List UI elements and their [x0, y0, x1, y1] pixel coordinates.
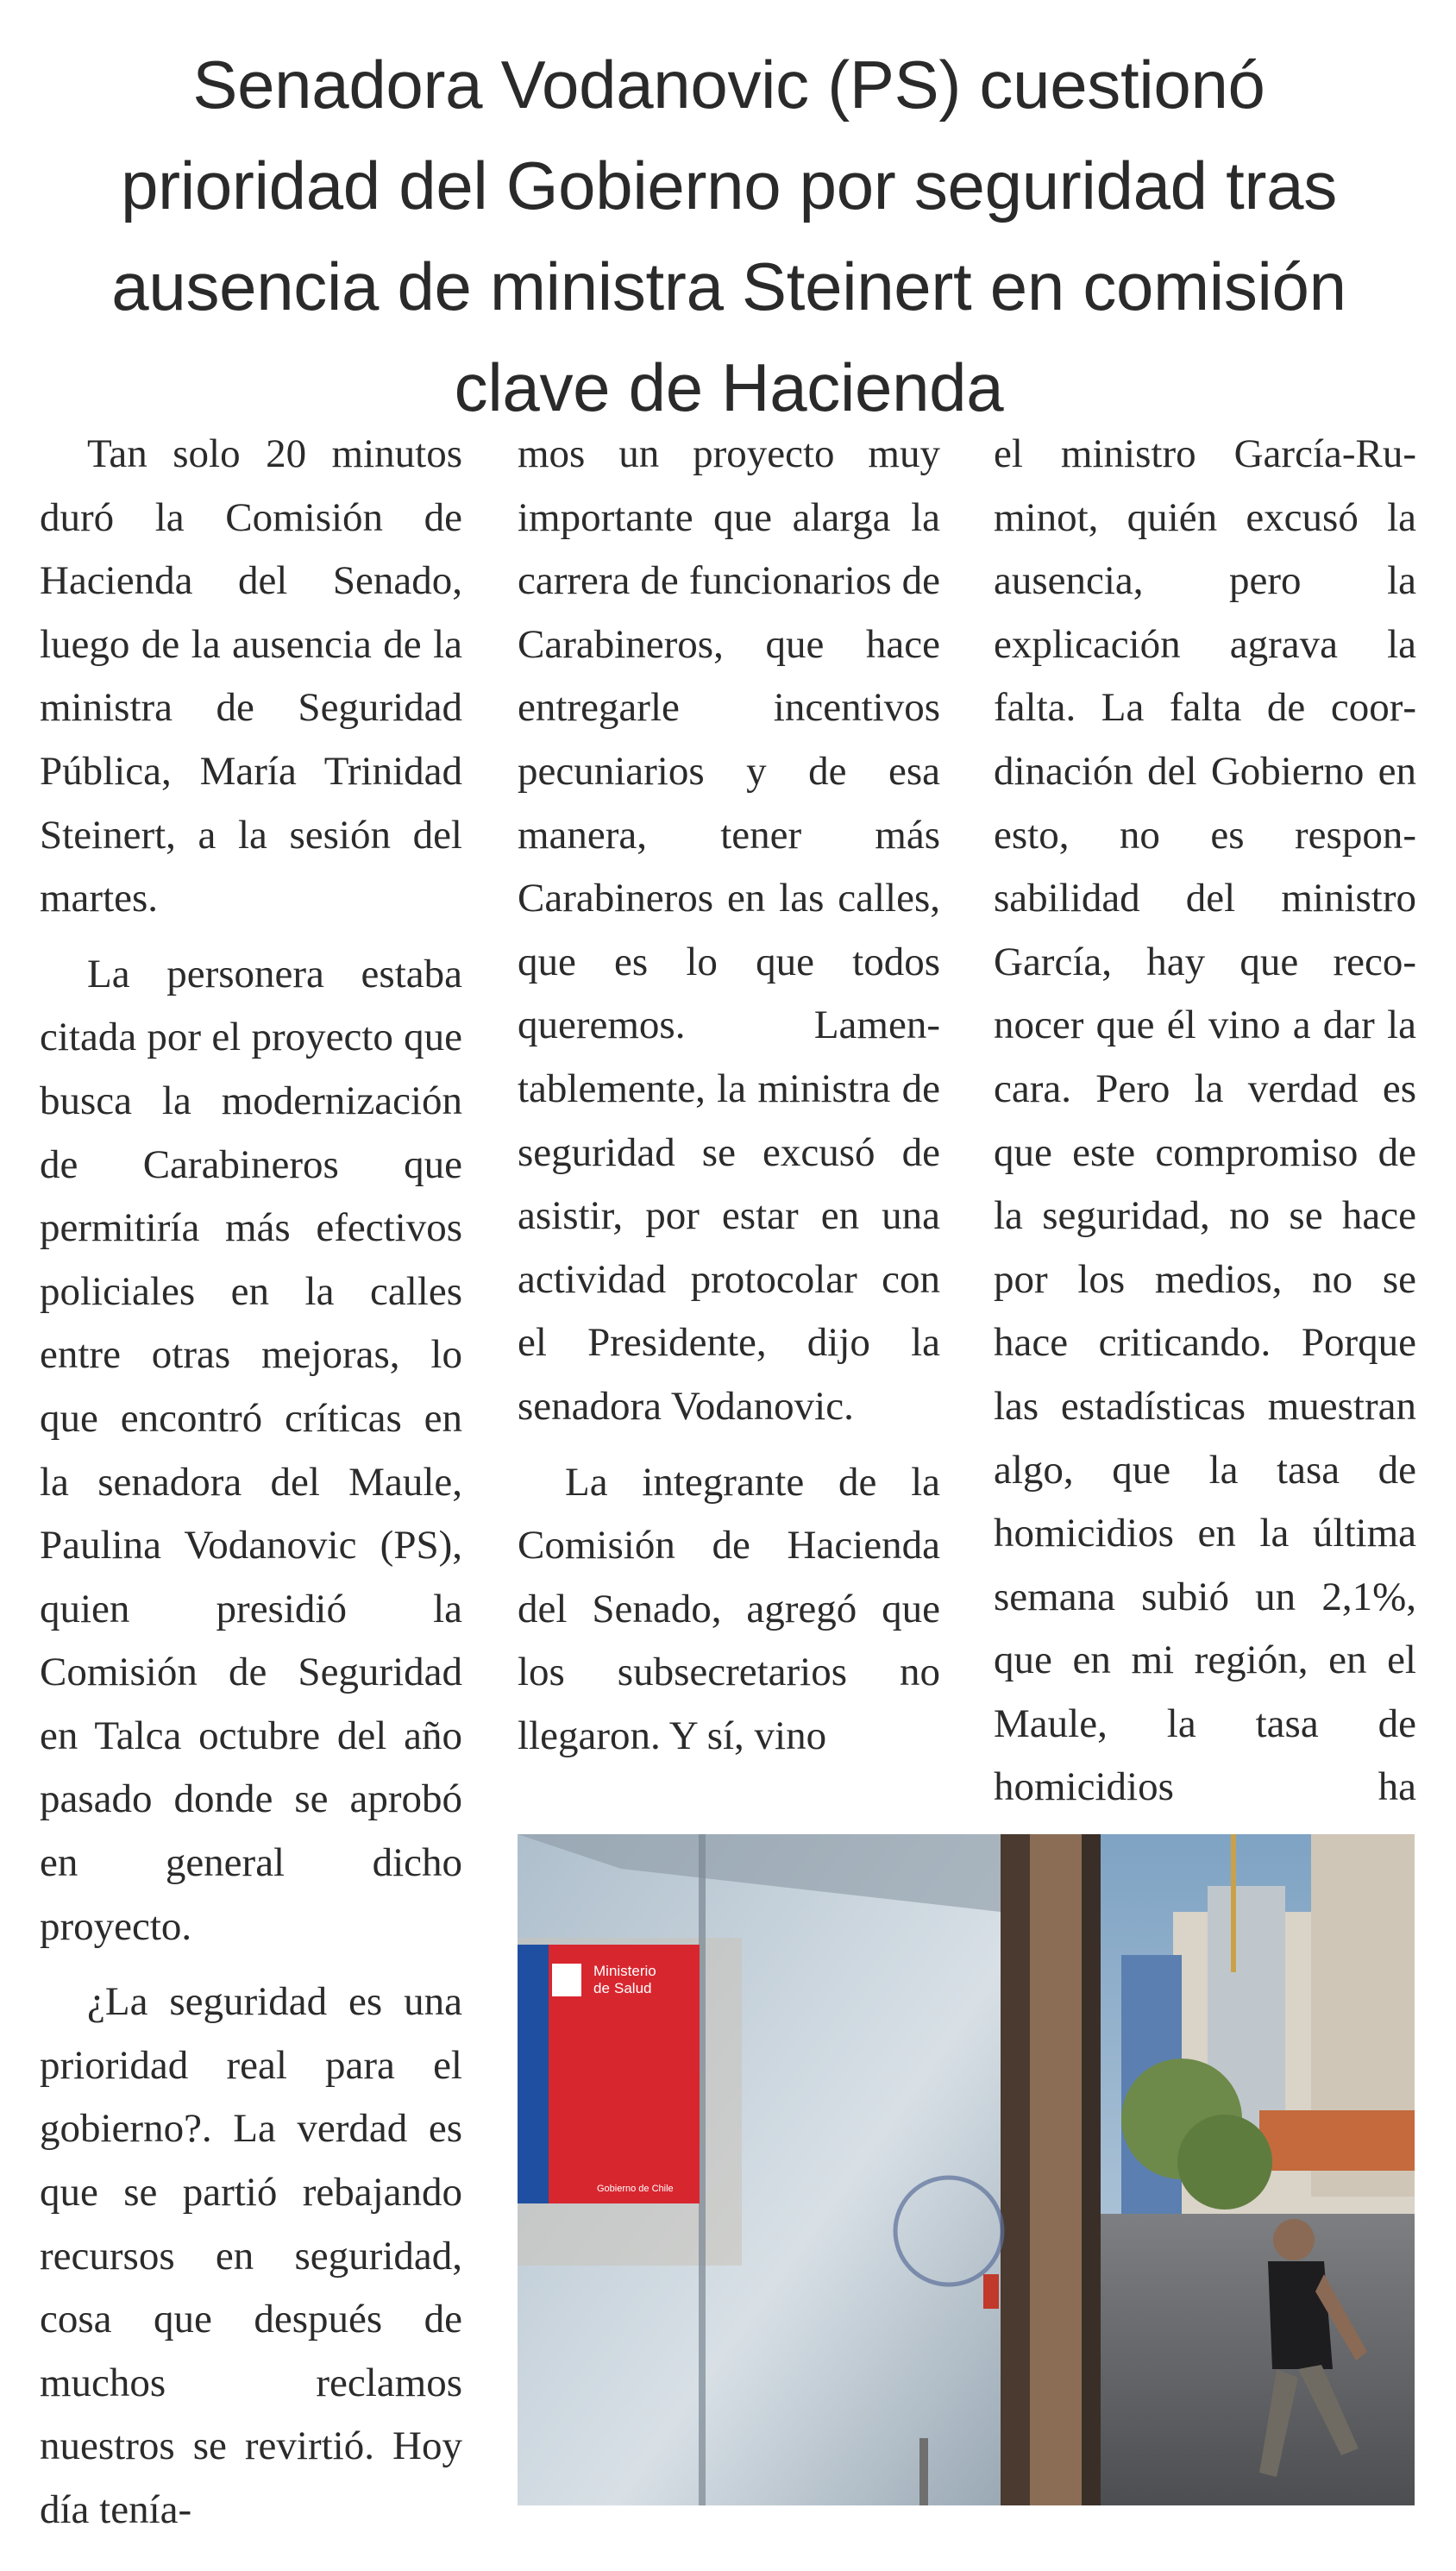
sign-line-2: de — [593, 1980, 610, 1996]
article-column-2 — [518, 423, 940, 1768]
article-column-1 — [40, 423, 462, 2543]
sign-line-3: Salud — [614, 1980, 652, 1996]
body-paragraph: el ministro García-Ruminot, quién excusó la ausencia, pero la explicación agrava la falta. La falta de coordinación del Gobierno en esto, no es responsabilidad del ministro García, hay que reconocer que él vino a dar la cara. Pero la verdad es que este compromiso de la seguridad, no se hace por los medios, no se hace criticando. Porque las estadísticas muestran algo, que la tasa de homicidios en la última semana subió un 2,1%, que en mi región, en el Maule, la tasa de homicidios ha — [994, 431, 1416, 1810]
article-headline: Senadora Vodanovic (PS) cuestionó prioridad del Gobierno por seguridad tras ausencia de ministra Steinert en comisión clave de Hacienda — [111, 47, 1346, 425]
body-paragraph: La integrante de la Comisión de Hacienda del Senado, agregó que los subsecretarios no llegaron. Y sí, vino — [518, 1459, 940, 1758]
article-photo — [518, 1834, 1415, 2505]
body-paragraph: Tan solo 20 minutos duró la Comisión de Hacienda del Senado, luego de la ausencia de la ministra de Seguridad Pública, María Trinidad Steinert, a la sesión del martes. — [40, 431, 462, 921]
sign-footer: Gobierno de Chile — [597, 2184, 674, 2194]
sign-line-1: Ministerio — [593, 1963, 656, 1979]
article-column-3 — [994, 423, 1416, 1883]
body-paragraph: mos un proyecto muy importante que alarga la carrera de funcionarios de Carabineros, que hace entregarle incentivos pecuniarios y de esa manera, tener más Carabineros en las calles, que es lo que todos queremos. Lamentablemente, la ministra de seguridad se excusó de asistir, por estar en una actividad protocolar con el Presidente, dijo la senadora Vodanovic. — [518, 431, 940, 1429]
body-paragraph: ¿La seguridad es una prioridad real para el gobierno?. La verdad es que se partió rebajando recursos en seguridad, cosa que después de muchos reclamos nuestros se revirtió. Hoy día tenía- — [40, 1979, 462, 2532]
body-paragraph: La personera estaba citada por el proyecto que busca la modernización de Carabineros que permitiría más efectivos policiales en la calles entre otras mejoras, lo que encontró críticas en la senadora del Maule, Paulina Vodanovic (PS), quien presidió la Comisión de Seguridad en Talca octubre del año pasado donde se aprobó en general dicho proyecto. — [40, 951, 462, 1949]
photo-illustration — [518, 1834, 1415, 2505]
ministerio-salud-sign — [518, 1945, 700, 2203]
